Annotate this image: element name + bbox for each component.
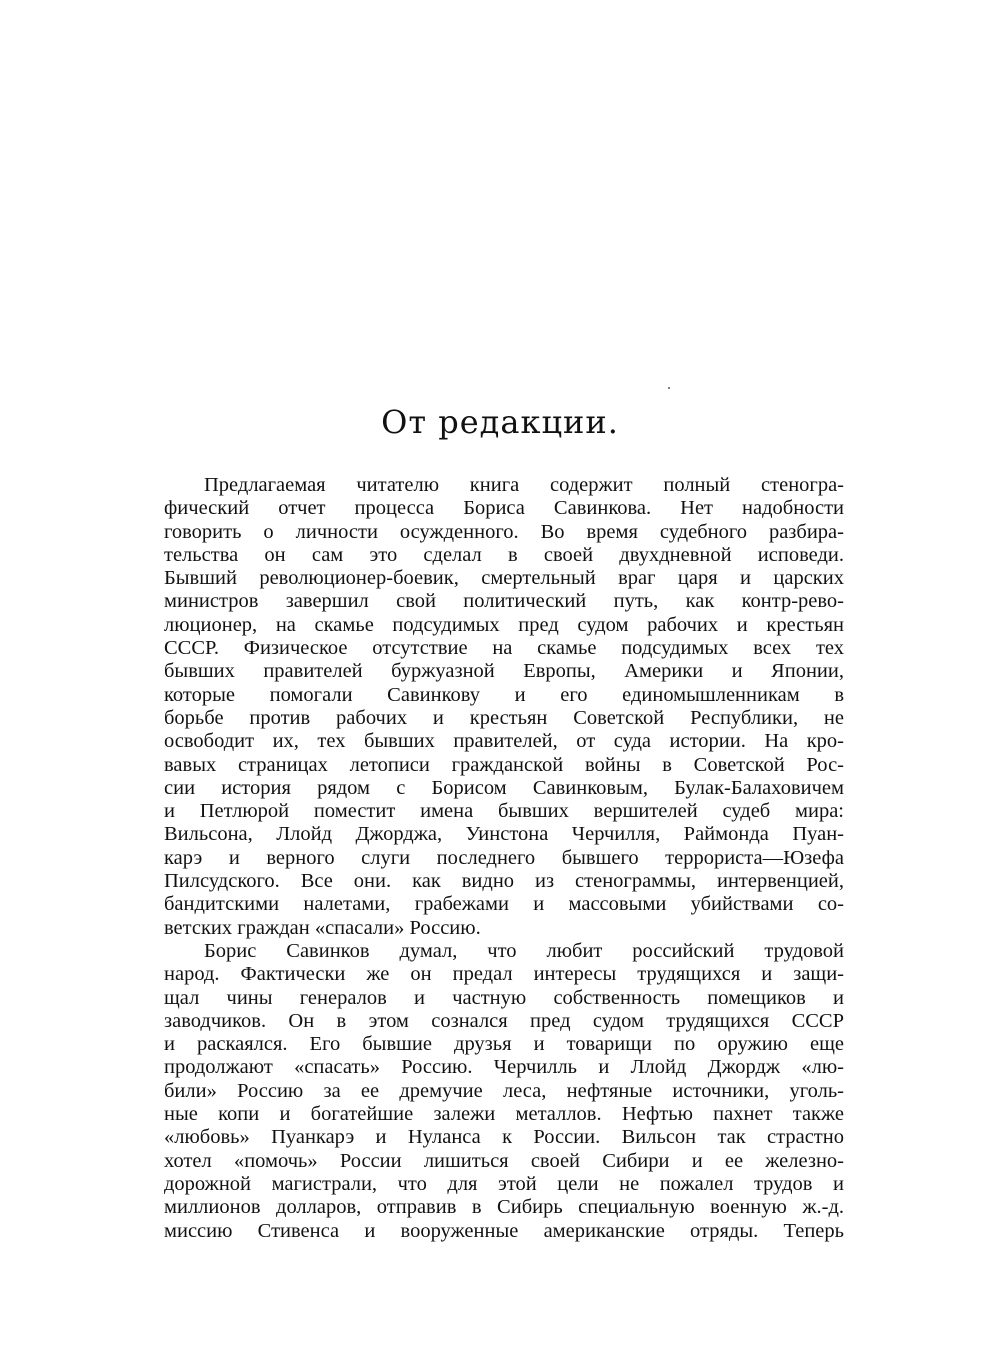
text-line: Борис Савинков думал, что любит российский трудовой xyxy=(204,939,844,962)
text-line: Предлагаемая читателю книга содержит полный стеногра- xyxy=(204,474,844,496)
text-line: говорить о личности осужденного. Во время судебного разбира- xyxy=(164,520,844,543)
text-line: борьбе против рабочих и крестьян Советской Республики, не xyxy=(164,706,844,729)
text-line: «любовь» Пуанкарэ и Нуланса к России. Вильсон так страстно xyxy=(164,1126,844,1149)
text-line: ные копи и богатейшие залежи металлов. Нефтью пахнет также xyxy=(164,1103,844,1126)
text-line: освободит их, тех бывших правителей, от суда истории. На кро- xyxy=(164,730,844,753)
text-line: щал чины генералов и частную собственность помещиков и xyxy=(164,986,844,1009)
text-line: миссию Стивенса и вооруженные американские отряды. Теперь xyxy=(164,1219,844,1242)
text-line: люционер, на скамье подсудимых пред судом рабочих и крестьян xyxy=(164,613,844,636)
text-line: карэ и верного слуги последнего бывшего террориста—Юзефа xyxy=(164,846,844,869)
text-line: тельства он сам это сделал в своей двухдневной исповеди. xyxy=(164,543,844,566)
text-line: били» Россию за ее дремучие леса, нефтяные источники, уголь- xyxy=(164,1079,844,1102)
text-line: и раскаялся. Его бывшие друзья и товарищи по оружию еще xyxy=(164,1033,844,1056)
print-speck xyxy=(668,387,670,389)
text-line: ветских граждан «спасали» Россию. xyxy=(164,916,481,939)
text-line: сии история рядом с Борисом Савинковым, Булак-Балаховичем xyxy=(164,776,844,799)
text-line: и Петлюрой поместит имена бывших вершителей судеб мира: xyxy=(164,800,844,823)
text-line: фический отчет процесса Бориса Савинкова. Нет надобности xyxy=(164,497,844,520)
text-line: продолжают «спасать» Россию. Черчилль и Ллойд Джордж «лю- xyxy=(164,1056,844,1079)
text-line: СССР. Физическое отсутствие на скамье подсудимых всех тех xyxy=(164,637,844,660)
text-line: которые помогали Савинкову и его единомышленникам в xyxy=(164,683,844,706)
text-line: миллионов долларов, отправив в Сибирь специальную военную ж.-д. xyxy=(164,1196,844,1219)
text-line: Пилсудского. Все они. как видно из стенограммы, интервенцией, xyxy=(164,870,844,893)
text-line: бандитскими налетами, грабежами и массовыми убийствами со- xyxy=(164,893,844,916)
text-line: вавых страницах летописи гражданской войны в Советской Рос- xyxy=(164,753,844,776)
text-line: хотел «помочь» России лишиться своей Сибири и ее железно- xyxy=(164,1149,844,1172)
body-text xyxy=(164,474,844,1243)
text-line: министров завершил свой политический путь, как контр-рево- xyxy=(164,590,844,613)
text-line: народ. Фактически же он предал интересы трудящихся и защи- xyxy=(164,963,844,986)
text-line: бывших правителей буржуазной Европы, Америки и Японии, xyxy=(164,660,844,683)
text-line: Вильсона, Ллойд Джорджа, Уинстона Черчилля, Раймонда Пуан- xyxy=(164,823,844,846)
text-line: дорожной магистрали, что для этой цели не пожалел трудов и xyxy=(164,1172,844,1195)
text-line: Бывший революционер-боевик, смертельный враг царя и царских xyxy=(164,567,844,590)
text-line: заводчиков. Он в этом сознался пред судом трудящихся СССР xyxy=(164,1009,844,1032)
section-title: От редакции. xyxy=(381,403,619,441)
